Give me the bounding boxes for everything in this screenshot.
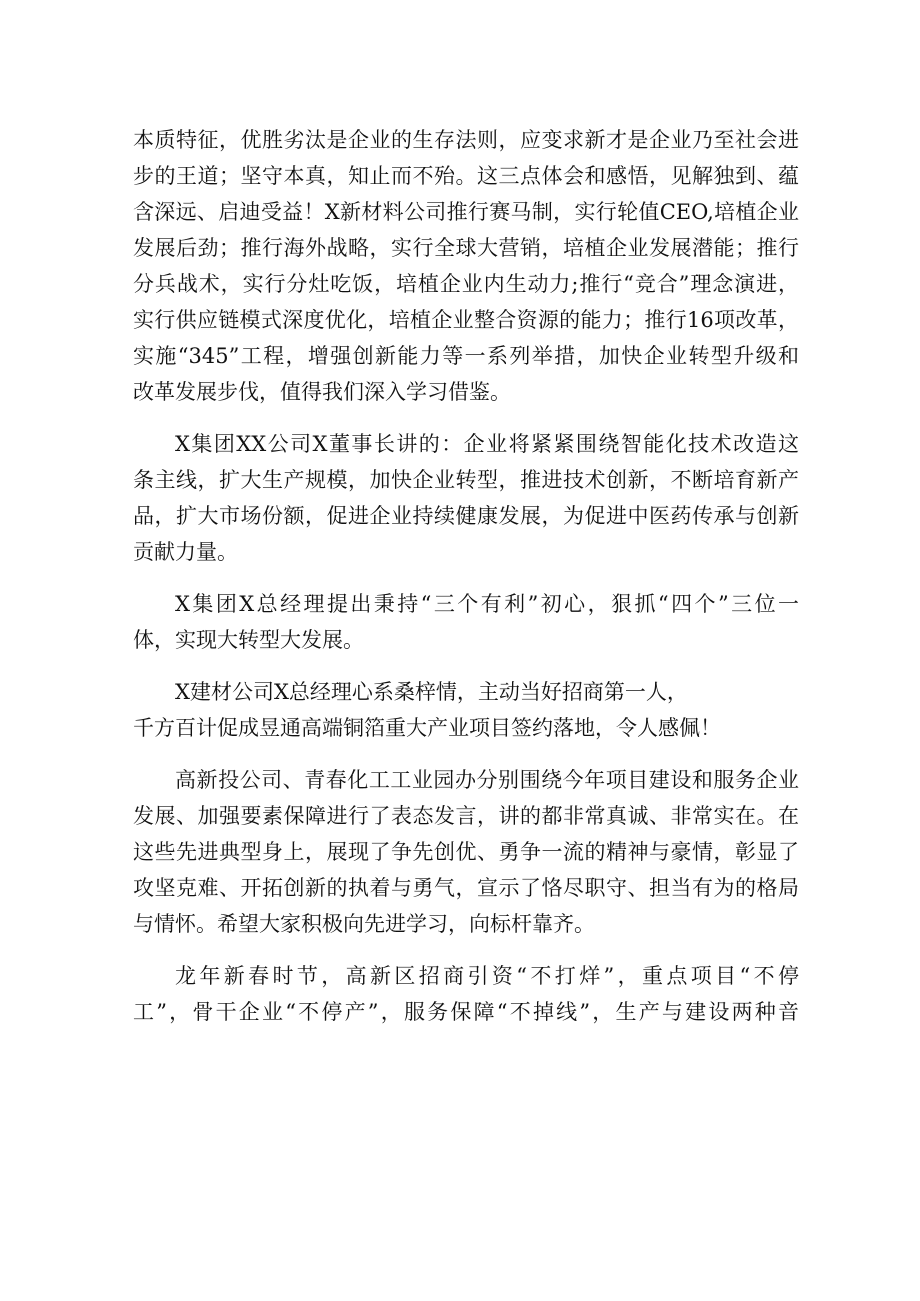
paragraph-2 xyxy=(133,426,799,570)
text-line: 体，实现大转型大发展。 xyxy=(133,628,364,652)
paragraph-5 xyxy=(133,762,799,942)
text-line: 这些先进典型身上，展现了争先创优、勇争一流的精神与豪情，彰显了 xyxy=(133,840,799,864)
text-line: 品，扩大市场份额，促进企业持续健康发展，为促进中医药传承与创新 xyxy=(133,504,799,528)
paragraph-6 xyxy=(133,958,799,1030)
text-line: X集团XX公司X董事长讲的：企业将紧紧围绕智能化技术改造这 xyxy=(175,432,799,456)
text-line: 工”，骨干企业“不停产”，服务保障“不掉线”，生产与建设两种音 xyxy=(133,1000,799,1024)
text-line: X建材公司X总经理心系桑梓情，主动当好招商第一人， xyxy=(175,680,688,704)
text-line: 改革发展步伐，值得我们深入学习借鉴。 xyxy=(133,380,511,404)
text-line: 步的王道；坚守本真，知止而不殆。这三点体会和感悟，见解独到、蕴 xyxy=(133,164,799,188)
text-line: 发展后劲；推行海外战略，实行全球大营销，培植企业发展潜能；推行 xyxy=(133,236,799,260)
text-line: 贡献力量。 xyxy=(133,540,238,564)
text-line: 与情怀。希望大家积极向先进学习，向标杆靠齐。 xyxy=(133,912,595,936)
text-line: 实行供应链模式深度优化，培植企业整合资源的能力；推行16项改革， xyxy=(133,308,799,332)
paragraph-1 xyxy=(133,122,799,410)
text-line: 本质特征，优胜劣汰是企业的生存法则，应变求新才是企业乃至社会进 xyxy=(133,128,799,152)
text-line: 含深远、启迪受益！X新材料公司推行赛马制，实行轮值CEO,培植企业 xyxy=(133,200,799,224)
text-line: 条主线，扩大生产规模，加快企业转型，推进技术创新，不断培育新产 xyxy=(133,468,799,492)
text-line: 高新投公司、青春化工工业园办分别围绕今年项目建设和服务企业 xyxy=(175,768,799,792)
text-line: 实施“345”工程，增强创新能力等一系列举措，加快企业转型升级和 xyxy=(133,344,799,368)
paragraph-3 xyxy=(133,586,799,658)
text-line: 攻坚克难、开拓创新的执着与勇气，宣示了恪尽职守、担当有为的格局 xyxy=(133,876,799,900)
text-line: 千方百计促成昱通高端铜箔重大产业项目签约落地，令人感佩！ xyxy=(133,716,721,740)
document-body xyxy=(133,122,799,1046)
text-line: 分兵战术，实行分灶吃饭，培植企业内生动力;推行“竞合”理念演进， xyxy=(133,272,799,296)
paragraph-4 xyxy=(133,674,799,746)
text-line: 发展、加强要素保障进行了表态发言，讲的都非常真诚、非常实在。在 xyxy=(133,804,799,828)
text-line: 龙年新春时节，高新区招商引资“不打烊”，重点项目“不停 xyxy=(175,964,799,988)
text-line: X集团X总经理提出秉持“三个有利”初心，狠抓“四个”三位一 xyxy=(175,592,799,616)
